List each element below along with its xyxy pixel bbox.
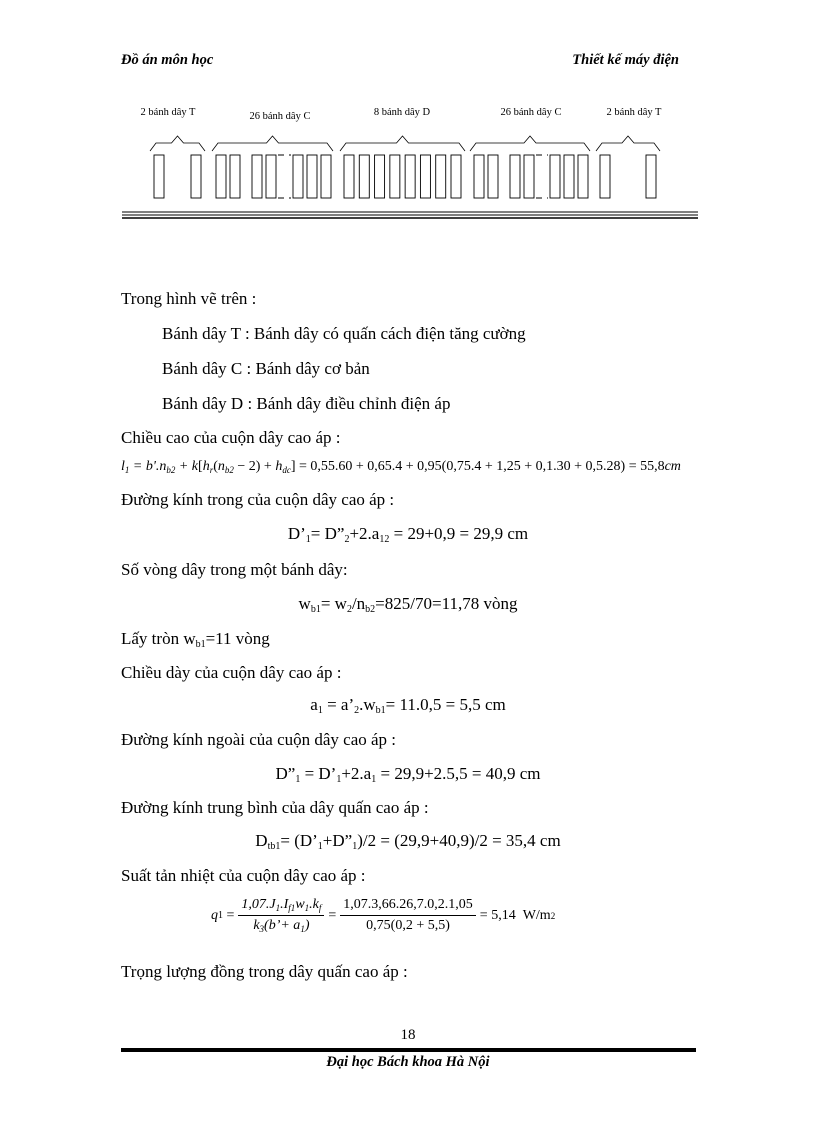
winding-group-label: 26 bánh dây C	[500, 107, 562, 118]
coil-disc	[359, 155, 369, 198]
heat-formula: q 1 = $\frac{1,07.J_1.I_{f1}w_1.k_f}{k_3(b’+ a_1)}$ = $\frac{1,07.3,66.26,7.0,2.1,05}{0,75(0,2 + 5,5)}$ = 5,14 W/m 2	[211, 897, 556, 934]
mean-dia-formula: $D_{tb1}=$ $(D’_1+D”_1)/2 = (29,9+40,9)/2 = 35,4$ cm	[255, 831, 561, 852]
coil-disc	[488, 155, 498, 198]
winding-diagram	[120, 100, 700, 230]
legend-d: Bánh dây D : Bánh dây điều chỉnh điện áp	[162, 394, 451, 413]
thickness-title: Chiều dày của cuộn dây cao áp :	[121, 663, 342, 682]
heat-result: = 5,14	[479, 907, 516, 923]
outer-dia-result: = 29,9+2.5,5 = 40,9 cm	[376, 764, 541, 783]
coil-disc	[321, 155, 331, 198]
winding-group-label: 8 bánh dây D	[373, 107, 431, 118]
coil-disc	[266, 155, 276, 198]
inner-dia-formula: $D’_1=$ $D”_2+2.a_{12} = 29+0,9 = 29,9$ cm	[287, 524, 529, 545]
winding-group-brace	[212, 136, 333, 151]
inner-dia-result: = 29+0,9 = 29,9 cm	[389, 524, 529, 543]
coil-disc	[600, 155, 610, 198]
coil-disc	[375, 155, 385, 198]
coil-disc	[451, 155, 461, 198]
coil-disc	[436, 155, 446, 198]
turns-formula: $w_{b1}= w_2/n_{b2}=825/70=11,78$ vòng	[298, 594, 518, 615]
copper-title: Trọng lượng đồng trong dây quấn cao áp :	[121, 962, 408, 981]
round-result: =11 vòng	[205, 629, 270, 648]
coil-disc	[420, 155, 430, 198]
turns-result: =825/70=11,78 vòng	[375, 594, 518, 613]
height-title: Chiều cao của cuộn dây cao áp :	[121, 428, 341, 447]
height-formula-rhs: = 0,55.60 + 0,65.4 + 0,95(0,75.4 + 1,25 + 0,1.30 + 0,5.28) = 55,8	[295, 459, 665, 474]
coil-disc	[474, 155, 484, 198]
coil-disc	[230, 155, 240, 198]
coil-disc	[191, 155, 201, 198]
inner-dia-title: Đường kính trong của cuộn dây cao áp :	[121, 490, 395, 509]
thickness-formula: $a_1$ = $a’_2.w_{b1}= 11.0,5 = 5,5$ cm	[310, 695, 506, 716]
coil-disc	[216, 155, 226, 198]
legend-t: Bánh dây T : Bánh dây có quấn cách điện tăng cường	[162, 324, 526, 343]
page-number: 18	[400, 1027, 416, 1043]
header-right-title: Thiết kế máy điện	[572, 52, 679, 68]
coil-disc	[293, 155, 303, 198]
winding-group-label: 2 bánh dây T	[140, 107, 196, 118]
coil-disc	[252, 155, 262, 198]
height-formula: $l_1 = b'.n_{b2} + k[h_r(n_{b2} - 2) + h_{dc}] = 0,55.60 + 0,65.4 + 0,95(0,75.4 + 1,25 + 0,1.30 + 0,5.28) = 55,8cm$	[121, 459, 681, 475]
winding-group-brace	[150, 136, 205, 151]
winding-group-brace	[470, 136, 590, 151]
winding-group-brace	[596, 136, 660, 151]
thickness-result: = 11.0,5 = 5,5 cm	[385, 695, 506, 714]
mean-dia-title: Đường kính trung bình của dây quấn cao áp :	[121, 798, 429, 817]
heat-unit: W/m	[522, 907, 551, 923]
coil-disc	[578, 155, 588, 198]
height-unit: cm	[664, 459, 681, 474]
winding-group-brace	[340, 136, 465, 151]
footer-university: Đại học Bách khoa Hà Nội	[326, 1054, 490, 1070]
coil-disc	[646, 155, 656, 198]
heat-fraction-numeric: $\frac{1,07.3,66.26,7.0,2.1,05}{0,75(0,2 + 5,5)}$	[340, 897, 476, 934]
intro-text: Trong hình vẽ trên :	[121, 289, 257, 308]
outer-dia-formula: $D”_1$ = $D’_1+2.a_1 = 29,9+2.5,5 = 40,9$ cm	[275, 764, 541, 785]
turns-title: Số vòng dây trong một bánh dây:	[121, 560, 348, 579]
coil-disc	[510, 155, 520, 198]
coil-disc	[344, 155, 354, 198]
coil-disc	[550, 155, 560, 198]
coil-disc	[154, 155, 164, 198]
coil-disc	[564, 155, 574, 198]
inner-dia-tail: +2.a	[349, 524, 380, 543]
footer-rule	[121, 1048, 696, 1052]
outer-dia-title: Đường kính ngoài của cuộn dây cao áp :	[121, 730, 397, 749]
winding-group-label: 26 bánh dây C	[249, 111, 311, 122]
winding-group-label: 2 bánh dây T	[606, 107, 662, 118]
header-left-title: Đồ án môn học	[121, 52, 214, 68]
heat-fraction-symbolic: $\frac{1,07.J_1.I_{f1}w_1.k_f}{k_3(b’+ a_1)}$	[238, 897, 324, 934]
coil-disc	[390, 155, 400, 198]
coil-disc	[524, 155, 534, 198]
coil-disc	[307, 155, 317, 198]
coil-disc	[405, 155, 415, 198]
heat-title: Suất tản nhiệt của cuộn dây cao áp :	[121, 866, 366, 885]
round-line: Lấy tròn $w_{b1}=11$ vòng	[121, 629, 270, 650]
legend-c: Bánh dây C : Bánh dây cơ bản	[162, 359, 370, 378]
round-title: Lấy tròn w	[121, 629, 196, 648]
mean-dia-result: )/2 = (29,9+40,9)/2 = 35,4 cm	[357, 831, 561, 850]
